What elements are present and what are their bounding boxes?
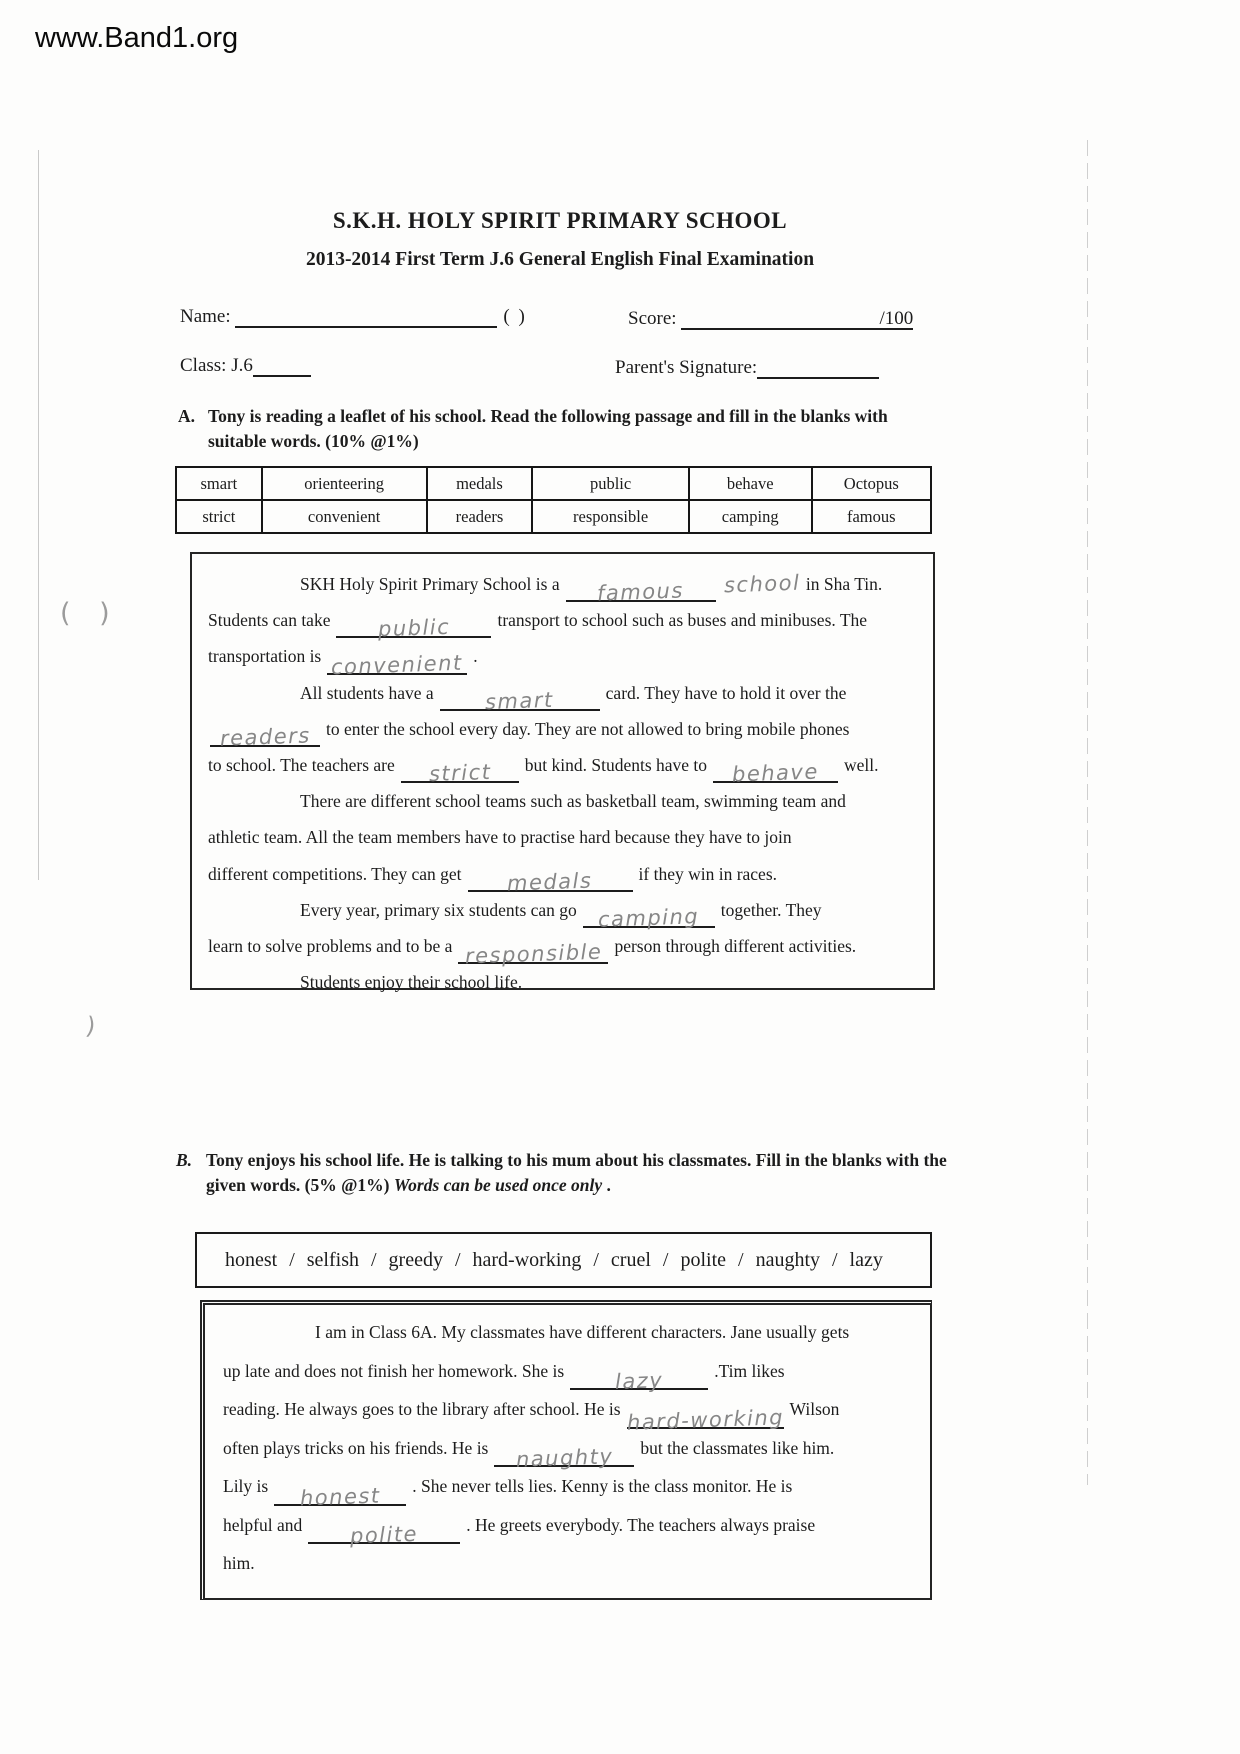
passage-text: in Sha Tin. bbox=[805, 574, 883, 594]
exam-title: 2013-2014 First Term J.6 General English Final Examination bbox=[305, 249, 815, 270]
score-input-line[interactable] bbox=[681, 308, 913, 330]
passage-line bbox=[206, 783, 921, 819]
passage-text: . bbox=[473, 646, 478, 667]
passage-text: person through different activities. bbox=[614, 936, 857, 957]
handwritten-answer: famous bbox=[596, 578, 685, 606]
passage-text: .Tim likes bbox=[714, 1360, 785, 1381]
answer-blank[interactable] bbox=[626, 1404, 784, 1435]
passage-line bbox=[206, 819, 921, 855]
passage-line bbox=[206, 711, 921, 751]
name-input-line[interactable] bbox=[235, 306, 497, 328]
passage-text: Lily is bbox=[223, 1476, 269, 1496]
handwritten-answer: convenient bbox=[331, 650, 464, 679]
handwritten-answer: readers bbox=[219, 723, 311, 751]
answer-blank[interactable] bbox=[401, 759, 519, 787]
class-number-parens: ( ) bbox=[503, 306, 527, 327]
passage-line bbox=[206, 566, 921, 606]
section-b-note: Words can be used once only bbox=[393, 1175, 603, 1195]
word-table-cell: famous bbox=[812, 500, 931, 533]
passage-text: transport to school such as buses and minibuses. The bbox=[497, 610, 868, 631]
word-table-cell: public bbox=[532, 467, 688, 500]
passage-line bbox=[221, 1352, 918, 1394]
score-field-row bbox=[628, 308, 913, 330]
handwritten-answer: strict bbox=[428, 760, 492, 787]
answer-blank[interactable] bbox=[274, 1482, 406, 1510]
handwritten-answer: medals bbox=[506, 868, 594, 896]
word-table-cell: behave bbox=[689, 467, 812, 500]
passage-line bbox=[221, 1506, 918, 1549]
margin-paren-mark: ( ) bbox=[60, 598, 120, 629]
class-label: Class: J.6 bbox=[180, 355, 253, 376]
passage-text: transportation is bbox=[208, 646, 322, 667]
passage-text: if they win in races. bbox=[638, 863, 778, 884]
handwritten-answer: naughty bbox=[515, 1444, 614, 1472]
passage-line bbox=[221, 1429, 918, 1472]
passage-text: well. bbox=[844, 755, 879, 776]
passage-text: often plays tricks on his friends. He is bbox=[223, 1437, 489, 1458]
answer-blank[interactable] bbox=[210, 723, 320, 751]
passage-text: Students enjoy their school life. bbox=[300, 972, 523, 993]
passage-line bbox=[221, 1467, 918, 1510]
handwritten-answer: smart bbox=[484, 687, 555, 715]
word-table-cell: medals bbox=[427, 467, 533, 500]
passage-line bbox=[206, 638, 921, 679]
section-b-heading bbox=[176, 1148, 951, 1198]
word-table-row bbox=[176, 500, 931, 533]
passage-line bbox=[206, 928, 921, 969]
passage-line bbox=[206, 675, 921, 715]
word-table-cell: camping bbox=[689, 500, 812, 533]
section-b-passage-box bbox=[200, 1300, 932, 1600]
section-a-instruction: Tony is reading a leaflet of his school. Read the following passage and fill in the blanks with suitable words. (10% @1%) bbox=[208, 406, 888, 451]
passage-text: but the classmates like him. bbox=[640, 1437, 835, 1458]
section-b-instruction: Tony enjoys his school life. He is talking to his mum about his classmates. Fill in the blanks with the given words. (5% @1%) Words can be used once only . bbox=[206, 1150, 947, 1195]
section-b-label: B. bbox=[176, 1150, 193, 1170]
handwritten-answer: responsible bbox=[464, 939, 603, 969]
passage-text: . He greets everybody. The teachers always praise bbox=[466, 1514, 816, 1535]
answer-blank[interactable] bbox=[327, 650, 467, 679]
passage-text: together. They bbox=[720, 899, 822, 920]
answer-blank[interactable] bbox=[336, 614, 491, 642]
signature-label: Parent's Signature: bbox=[615, 357, 758, 378]
passage-text: Wilson bbox=[789, 1399, 840, 1419]
exam-header bbox=[175, 208, 945, 271]
word-table-cell: Octopus bbox=[812, 467, 931, 500]
passage-line bbox=[221, 1544, 918, 1583]
word-table-cell: smart bbox=[176, 467, 262, 500]
section-b-word-bank bbox=[195, 1232, 932, 1288]
handwritten-answer: polite bbox=[349, 1521, 419, 1549]
answer-blank[interactable] bbox=[713, 759, 838, 787]
handwritten-answer: honest bbox=[299, 1483, 381, 1510]
word-table-cell: responsible bbox=[532, 500, 688, 533]
passage-text: I am in Class 6A. My classmates have different characters. Jane usually gets bbox=[315, 1322, 850, 1342]
passage-line bbox=[206, 747, 921, 787]
handwritten-answer: hard-working bbox=[626, 1404, 784, 1435]
section-a-heading bbox=[178, 404, 950, 454]
name-field-row bbox=[180, 306, 527, 328]
scan-artifact-right-line bbox=[1087, 140, 1088, 1485]
passage-line bbox=[221, 1313, 918, 1352]
answer-blank[interactable] bbox=[566, 578, 716, 606]
word-table-row bbox=[176, 467, 931, 500]
section-a-passage-box bbox=[190, 552, 935, 993]
word-table-cell: readers bbox=[427, 500, 533, 533]
watermark-url: www.Band1.org bbox=[35, 22, 239, 54]
handwritten-word: school bbox=[723, 570, 801, 598]
section-a-word-table bbox=[175, 466, 932, 534]
word-table-cell: strict bbox=[176, 500, 262, 533]
passage-text: to school. The teachers are bbox=[208, 755, 395, 776]
answer-blank[interactable] bbox=[583, 904, 715, 932]
passage-text: All students have a bbox=[300, 682, 434, 703]
answer-blank[interactable] bbox=[458, 939, 608, 969]
passage-text: card. They have to hold it over the bbox=[605, 682, 847, 703]
section-a-label: A. bbox=[178, 406, 196, 426]
handwritten-answer: camping bbox=[597, 904, 700, 932]
passage-text: . She never tells lies. Kenny is the class monitor. He is bbox=[412, 1476, 793, 1496]
word-bank-words: honest / selfish / greedy / hard-working / cruel / polite / naughty / lazy bbox=[225, 1248, 883, 1271]
handwritten-answer: behave bbox=[731, 759, 820, 787]
passage-text: reading. He always goes to the library after school. He is bbox=[223, 1399, 621, 1419]
answer-blank[interactable] bbox=[308, 1520, 460, 1549]
answer-blank[interactable] bbox=[494, 1443, 634, 1472]
name-label: Name: bbox=[180, 306, 231, 327]
handwritten-answer: lazy bbox=[614, 1368, 664, 1394]
passage-text: to enter the school every day. They are not allowed to bring mobile phones bbox=[326, 718, 850, 739]
passage-text: but kind. Students have to bbox=[524, 755, 708, 776]
margin-stray-mark: ) bbox=[84, 1011, 98, 1041]
passage-text: him. bbox=[223, 1553, 255, 1573]
word-table-cell: convenient bbox=[262, 500, 427, 533]
score-total: /100 bbox=[879, 308, 914, 329]
answer-blank[interactable] bbox=[570, 1366, 708, 1394]
score-label: Score: bbox=[628, 308, 677, 329]
passage-text: Every year, primary six students can go bbox=[300, 899, 577, 920]
answer-blank[interactable] bbox=[440, 687, 600, 715]
passage-text: athletic team. All the team members have to practise hard because they have to join bbox=[208, 827, 792, 848]
scan-artifact-left-line bbox=[38, 150, 39, 880]
passage-line bbox=[206, 856, 921, 896]
passage-text: up late and does not finish her homework. She is bbox=[223, 1360, 565, 1381]
answer-blank[interactable] bbox=[468, 868, 633, 896]
signature-input-line[interactable] bbox=[757, 357, 879, 379]
passage-text: There are different school teams such as basketball team, swimming team and bbox=[300, 791, 846, 812]
passage-line bbox=[206, 892, 921, 932]
passage-line bbox=[206, 602, 921, 642]
word-table-cell: orienteering bbox=[262, 467, 427, 500]
class-field-row bbox=[180, 355, 311, 377]
passage-text: SKH Holy Spirit Primary School is a bbox=[300, 574, 560, 594]
passage-text: learn to solve problems and to be a bbox=[208, 936, 453, 957]
school-name-title: S.K.H. HOLY SPIRIT PRIMARY SCHOOL bbox=[332, 208, 788, 233]
handwritten-answer: public bbox=[377, 615, 451, 642]
passage-line bbox=[206, 964, 921, 1000]
passage-text: helpful and bbox=[223, 1514, 303, 1535]
passage-line bbox=[221, 1390, 918, 1435]
passage-text: different competitions. They can get bbox=[208, 863, 462, 884]
signature-field-row bbox=[615, 357, 879, 379]
class-input-line[interactable] bbox=[253, 355, 311, 377]
passage-text: Students can take bbox=[208, 610, 331, 631]
